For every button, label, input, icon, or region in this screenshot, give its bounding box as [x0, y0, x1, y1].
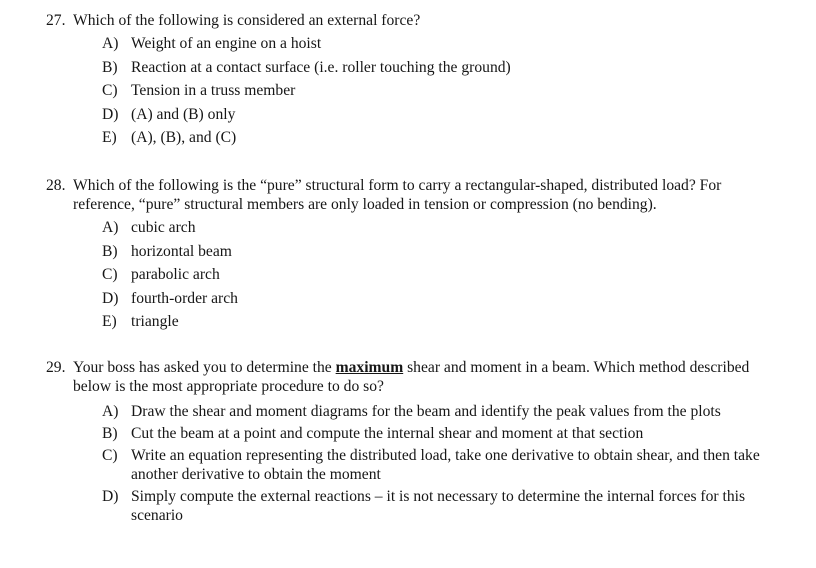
option-label: D)	[102, 105, 119, 123]
option-label: B)	[102, 58, 118, 76]
option-e	[102, 312, 786, 331]
option-a	[102, 218, 786, 237]
question-text: Which of the following is considered an external force?	[73, 12, 421, 29]
option-text: (A) and (B) only	[131, 105, 236, 123]
option-d	[102, 289, 786, 308]
option-b	[102, 424, 786, 443]
question-stem	[46, 358, 786, 396]
option-b	[102, 242, 786, 261]
option-text: horizontal beam	[131, 242, 232, 260]
option-text: Cut the beam at a point and compute the internal shear and moment at that section	[131, 425, 644, 442]
option-a	[102, 402, 786, 421]
option-text: triangle	[131, 312, 179, 330]
question-number: 27.	[46, 12, 66, 29]
question-27	[46, 11, 786, 147]
option-text: Weight of an engine on a hoist	[131, 35, 322, 53]
option-d	[102, 105, 786, 124]
option-text: Reaction at a contact surface (i.e. roller touching the ground)	[131, 58, 511, 76]
option-label: C)	[102, 82, 118, 100]
option-a	[102, 34, 786, 53]
option-text: fourth-order arch	[131, 289, 238, 307]
option-label: E)	[102, 128, 117, 146]
option-label: C)	[102, 266, 118, 284]
option-text: cubic arch	[131, 219, 196, 237]
option-list	[102, 34, 786, 147]
option-label: B)	[102, 425, 118, 442]
option-c	[102, 81, 786, 100]
question-stem	[46, 11, 786, 30]
option-text: Tension in a truss member	[131, 82, 296, 100]
option-label: A)	[102, 219, 119, 237]
option-list	[102, 218, 786, 331]
question-text-before: Your boss has asked you to determine the	[73, 359, 332, 376]
question-text	[73, 358, 786, 396]
question-number: 29.	[46, 359, 66, 376]
question-stem	[46, 176, 786, 214]
option-c	[102, 446, 786, 484]
option-e	[102, 128, 786, 147]
option-text: (A), (B), and (C)	[131, 128, 237, 146]
question-28	[46, 176, 786, 331]
question-number: 28.	[46, 177, 66, 194]
emphasized-word: maximum	[335, 359, 404, 376]
option-label: A)	[102, 403, 119, 420]
option-label: D)	[102, 289, 119, 307]
option-text: Draw the shear and moment diagrams for the beam and identify the peak values from the plots	[131, 403, 721, 420]
option-d	[102, 487, 786, 525]
option-label: E)	[102, 312, 117, 330]
option-label: D)	[102, 488, 119, 505]
question-29	[46, 358, 786, 525]
option-label: B)	[102, 242, 118, 260]
question-text: Which of the following is the “pure” structural form to carry a rectangular-shaped, distributed load? For reference, “pure” structural members are only loaded in tension or compression (no bending).	[73, 177, 722, 213]
option-label: A)	[102, 35, 119, 53]
option-label: C)	[102, 447, 118, 464]
option-b	[102, 58, 786, 77]
option-c	[102, 265, 786, 284]
option-list	[102, 402, 786, 525]
option-text: parabolic arch	[131, 266, 220, 284]
question-text-after: shear and moment in a beam. Which method described below is the most appropriate procedure to do so?	[73, 359, 750, 395]
option-text: Simply compute the external reactions – it is not necessary to determine the internal forces for this scenario	[131, 488, 746, 524]
option-text: Write an equation representing the distributed load, take one derivative to obtain shear, and then take another derivative to obtain the moment	[131, 447, 760, 483]
